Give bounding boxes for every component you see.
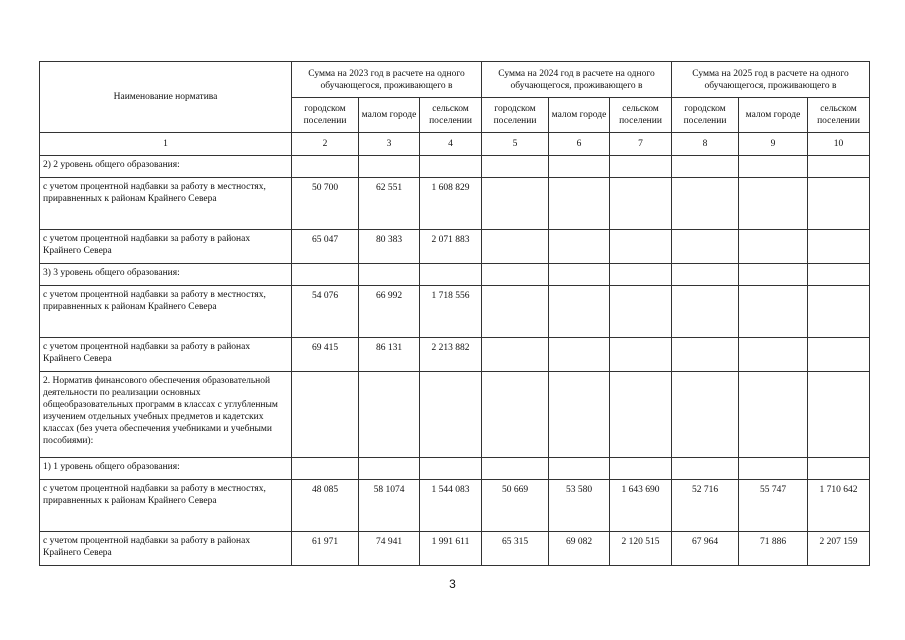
value-cell bbox=[482, 338, 549, 372]
value-cell bbox=[808, 458, 870, 480]
value-cell bbox=[359, 264, 420, 286]
value-cell: 50 700 bbox=[292, 178, 359, 230]
column-number: 5 bbox=[482, 133, 549, 156]
value-cell: 2 120 515 bbox=[610, 532, 672, 566]
table-row bbox=[40, 230, 870, 264]
row-name-cell: 2. Норматив финансового обеспечения образовательной деятельности по реализации основных общеобразовательных программ в классах с углубленным изучением отдельных учебных предметов и кадетских классах (без учета обеспечения учебниками и учебными пособиями): bbox=[40, 372, 292, 458]
column-number: 1 bbox=[40, 133, 292, 156]
value-cell: 62 551 bbox=[359, 178, 420, 230]
value-cell bbox=[739, 372, 808, 458]
value-cell bbox=[808, 178, 870, 230]
column-number: 2 bbox=[292, 133, 359, 156]
value-cell: 52 716 bbox=[672, 480, 739, 532]
value-cell bbox=[808, 264, 870, 286]
value-cell bbox=[292, 458, 359, 480]
value-cell: 53 580 bbox=[549, 480, 610, 532]
value-cell bbox=[549, 286, 610, 338]
value-cell: 1 991 611 bbox=[420, 532, 482, 566]
value-cell bbox=[482, 178, 549, 230]
value-cell: 2 071 883 bbox=[420, 230, 482, 264]
header-row-groups bbox=[40, 62, 870, 98]
value-cell: 74 941 bbox=[359, 532, 420, 566]
value-cell bbox=[610, 372, 672, 458]
value-cell bbox=[808, 338, 870, 372]
value-cell bbox=[610, 338, 672, 372]
value-cell: 58 1074 bbox=[359, 480, 420, 532]
row-name-cell: 3) 3 уровень общего образования: bbox=[40, 264, 292, 286]
value-cell: 67 964 bbox=[672, 532, 739, 566]
value-cell bbox=[292, 264, 359, 286]
value-cell bbox=[420, 372, 482, 458]
column-number: 3 bbox=[359, 133, 420, 156]
header-subcol: малом городе bbox=[359, 98, 420, 133]
row-name-cell: 2) 2 уровень общего образования: bbox=[40, 156, 292, 178]
header-row-numbers bbox=[40, 133, 870, 156]
value-cell bbox=[359, 458, 420, 480]
page-number: 3 bbox=[449, 577, 456, 591]
value-cell: 55 747 bbox=[739, 480, 808, 532]
table-row bbox=[40, 264, 870, 286]
value-cell: 50 669 bbox=[482, 480, 549, 532]
value-cell: 86 131 bbox=[359, 338, 420, 372]
value-cell bbox=[549, 156, 610, 178]
value-cell: 48 085 bbox=[292, 480, 359, 532]
value-cell bbox=[359, 156, 420, 178]
header-name-cell: Наименование норматива bbox=[40, 62, 292, 133]
value-cell bbox=[610, 458, 672, 480]
value-cell: 1 544 083 bbox=[420, 480, 482, 532]
value-cell bbox=[549, 264, 610, 286]
value-cell: 65 315 bbox=[482, 532, 549, 566]
value-cell bbox=[672, 372, 739, 458]
row-name-cell: с учетом процентной надбавки за работу в местностях, приравненных к районам Крайнего Севера bbox=[40, 480, 292, 532]
row-name-cell: с учетом процентной надбавки за работу в районах Крайнего Севера bbox=[40, 230, 292, 264]
value-cell bbox=[610, 178, 672, 230]
value-cell: 80 383 bbox=[359, 230, 420, 264]
value-cell bbox=[739, 178, 808, 230]
value-cell bbox=[549, 178, 610, 230]
value-cell: 71 886 bbox=[739, 532, 808, 566]
value-cell: 69 415 bbox=[292, 338, 359, 372]
value-cell bbox=[359, 372, 420, 458]
value-cell: 54 076 bbox=[292, 286, 359, 338]
value-cell bbox=[482, 286, 549, 338]
value-cell bbox=[420, 264, 482, 286]
value-cell bbox=[672, 458, 739, 480]
value-cell: 1 643 690 bbox=[610, 480, 672, 532]
header-group-2023: Сумма на 2023 год в расчете на одного обучающегося, проживающего в bbox=[292, 62, 482, 98]
column-number: 4 bbox=[420, 133, 482, 156]
value-cell bbox=[672, 230, 739, 264]
column-number: 6 bbox=[549, 133, 610, 156]
table-row bbox=[40, 458, 870, 480]
value-cell bbox=[672, 286, 739, 338]
row-name-cell: с учетом процентной надбавки за работу в местностях, приравненных к районам Крайнего Севера bbox=[40, 286, 292, 338]
table-row bbox=[40, 156, 870, 178]
header-subcol: городском поселении bbox=[292, 98, 359, 133]
value-cell bbox=[482, 458, 549, 480]
header-subcol: сельском поселении bbox=[610, 98, 672, 133]
value-cell bbox=[420, 156, 482, 178]
value-cell bbox=[549, 458, 610, 480]
table-row bbox=[40, 178, 870, 230]
header-subcol: городском поселении bbox=[482, 98, 549, 133]
column-number: 7 bbox=[610, 133, 672, 156]
value-cell bbox=[482, 230, 549, 264]
header-subcol: малом городе bbox=[549, 98, 610, 133]
value-cell: 1 718 556 bbox=[420, 286, 482, 338]
table-row bbox=[40, 286, 870, 338]
value-cell bbox=[420, 458, 482, 480]
header-group-2025: Сумма на 2025 год в расчете на одного обучающегося, проживающего в bbox=[672, 62, 870, 98]
table-row bbox=[40, 338, 870, 372]
value-cell bbox=[808, 156, 870, 178]
value-cell: 1 608 829 bbox=[420, 178, 482, 230]
value-cell bbox=[739, 338, 808, 372]
row-name-cell: с учетом процентной надбавки за работу в районах Крайнего Севера bbox=[40, 338, 292, 372]
value-cell: 1 710 642 bbox=[808, 480, 870, 532]
value-cell: 69 082 bbox=[549, 532, 610, 566]
table-row bbox=[40, 480, 870, 532]
row-name-cell: с учетом процентной надбавки за работу в районах Крайнего Севера bbox=[40, 532, 292, 566]
value-cell bbox=[672, 338, 739, 372]
column-number: 9 bbox=[739, 133, 808, 156]
value-cell bbox=[482, 156, 549, 178]
value-cell: 61 971 bbox=[292, 532, 359, 566]
value-cell bbox=[292, 372, 359, 458]
header-subcol: сельском поселении bbox=[420, 98, 482, 133]
value-cell bbox=[739, 286, 808, 338]
value-cell: 65 047 bbox=[292, 230, 359, 264]
header-group-2024: Сумма на 2024 год в расчете на одного обучающегося, проживающего в bbox=[482, 62, 672, 98]
value-cell bbox=[610, 264, 672, 286]
value-cell bbox=[672, 156, 739, 178]
value-cell bbox=[672, 264, 739, 286]
value-cell bbox=[808, 230, 870, 264]
value-cell bbox=[549, 230, 610, 264]
value-cell bbox=[808, 372, 870, 458]
table-row bbox=[40, 532, 870, 566]
value-cell: 66 992 bbox=[359, 286, 420, 338]
header-subcol: городском поселении bbox=[672, 98, 739, 133]
value-cell bbox=[482, 264, 549, 286]
value-cell bbox=[739, 156, 808, 178]
value-cell bbox=[610, 156, 672, 178]
normative-table bbox=[39, 61, 870, 566]
value-cell bbox=[672, 178, 739, 230]
value-cell bbox=[739, 230, 808, 264]
value-cell bbox=[549, 372, 610, 458]
value-cell bbox=[808, 286, 870, 338]
value-cell bbox=[739, 458, 808, 480]
value-cell: 2 207 159 bbox=[808, 532, 870, 566]
value-cell bbox=[292, 156, 359, 178]
row-name-cell: 1) 1 уровень общего образования: bbox=[40, 458, 292, 480]
value-cell: 2 213 882 bbox=[420, 338, 482, 372]
value-cell bbox=[482, 372, 549, 458]
header-subcol: малом городе bbox=[739, 98, 808, 133]
value-cell bbox=[610, 230, 672, 264]
row-name-cell: с учетом процентной надбавки за работу в местностях, приравненных к районам Крайнего Севера bbox=[40, 178, 292, 230]
column-number: 10 bbox=[808, 133, 870, 156]
header-subcol: сельском поселении bbox=[808, 98, 870, 133]
table-body bbox=[40, 156, 870, 566]
column-number: 8 bbox=[672, 133, 739, 156]
value-cell bbox=[610, 286, 672, 338]
table-row bbox=[40, 372, 870, 458]
value-cell bbox=[549, 338, 610, 372]
value-cell bbox=[739, 264, 808, 286]
